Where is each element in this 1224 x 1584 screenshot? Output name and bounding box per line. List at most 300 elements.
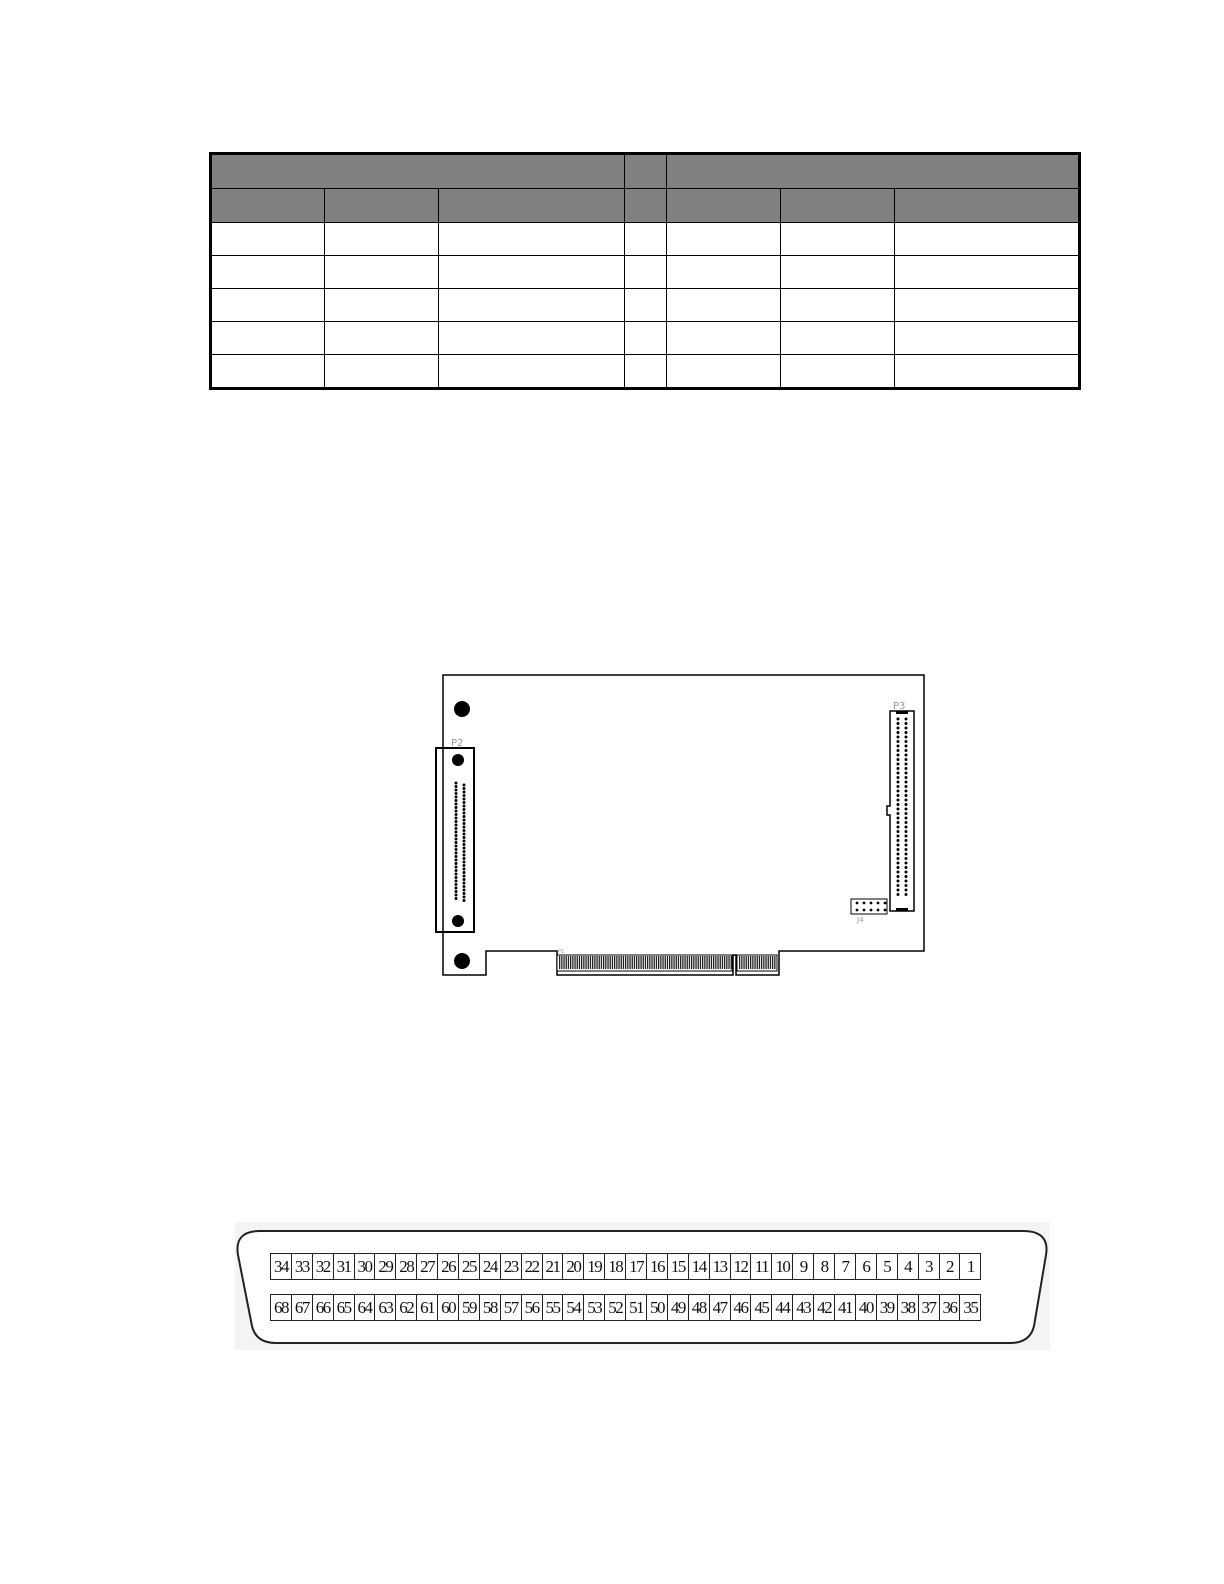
connector-pinout-diagram — [235, 1222, 1050, 1350]
connector-pin-58: 58 — [479, 1294, 501, 1321]
j4-pin — [870, 902, 873, 905]
connector-pin-26: 26 — [437, 1253, 459, 1280]
connector-pin-64: 64 — [354, 1294, 376, 1321]
p3-pin — [905, 731, 908, 734]
column-header — [625, 189, 667, 223]
connector-pin-65: 65 — [333, 1294, 355, 1321]
connector-pin-11: 11 — [750, 1253, 772, 1280]
p2-pin — [463, 815, 466, 818]
table-cell — [439, 289, 625, 322]
pci-finger — [654, 956, 655, 969]
p3-pin — [897, 727, 900, 730]
connector-pin-7: 7 — [834, 1253, 856, 1280]
connector-shell — [237, 1231, 1046, 1343]
connector-pin-22: 22 — [521, 1253, 543, 1280]
connector-pin-19: 19 — [583, 1253, 605, 1280]
p2-pin — [455, 897, 458, 900]
connector-pin-39: 39 — [876, 1294, 898, 1321]
p3-connector — [887, 711, 914, 911]
p3-pin — [905, 727, 908, 730]
pci-finger — [709, 956, 710, 969]
pci-finger — [678, 956, 679, 969]
p3-pin — [897, 722, 900, 725]
table-cell — [781, 355, 895, 389]
p2-pin — [455, 803, 458, 806]
pci-finger — [684, 956, 685, 969]
p3-pin — [905, 839, 908, 842]
pci-finger — [722, 956, 723, 969]
pci-finger — [614, 956, 615, 969]
j4-label: J4 — [857, 916, 864, 924]
table-cell — [625, 223, 667, 256]
table-row — [211, 256, 1080, 289]
connector-pin-66: 66 — [312, 1294, 334, 1321]
j4-pin — [884, 902, 887, 905]
p3-pin — [905, 844, 908, 847]
pci-finger — [590, 956, 591, 969]
p2-pin — [455, 782, 458, 785]
table-cell — [439, 355, 625, 389]
p3-pin — [897, 794, 900, 797]
table-cell — [625, 289, 667, 322]
p3-pin — [897, 754, 900, 757]
connector-pin-54: 54 — [562, 1294, 584, 1321]
pci-finger — [592, 956, 593, 969]
connector-pin-9: 9 — [792, 1253, 814, 1280]
p2-pin — [455, 852, 458, 855]
p2-pin — [455, 785, 458, 788]
connector-pin-8: 8 — [813, 1253, 835, 1280]
connector-pin-20: 20 — [562, 1253, 584, 1280]
table-cell — [439, 256, 625, 289]
p3-pin — [897, 853, 900, 856]
connector-pin-57: 57 — [500, 1294, 522, 1321]
connector-pin-53: 53 — [583, 1294, 605, 1321]
pci-finger — [693, 956, 694, 969]
p2-pin — [455, 824, 458, 827]
p3-pin — [897, 884, 900, 887]
p3-pin — [897, 880, 900, 883]
pci-finger — [726, 956, 727, 969]
p2-pin — [463, 878, 466, 881]
p2-pin — [455, 855, 458, 858]
p2-pin — [463, 836, 466, 839]
p3-pin — [905, 821, 908, 824]
p2-pin — [455, 813, 458, 816]
p2-pin — [463, 798, 466, 801]
p2-pin — [455, 799, 458, 802]
connector-pin-59: 59 — [458, 1294, 480, 1321]
p3-pin — [905, 785, 908, 788]
p3-pin — [905, 799, 908, 802]
p3-pin — [897, 826, 900, 829]
connector-pin-15: 15 — [667, 1253, 689, 1280]
table-cell — [781, 256, 895, 289]
mounting-hole — [454, 953, 470, 969]
pci-finger — [774, 956, 775, 969]
pci-finger — [660, 956, 661, 969]
pci-finger — [572, 956, 573, 969]
pci-finger — [574, 956, 575, 969]
column-header — [325, 189, 439, 223]
p2-pin — [463, 871, 466, 874]
connector-pin-51: 51 — [625, 1294, 647, 1321]
group-header-left — [211, 154, 625, 189]
pci-finger — [772, 956, 773, 969]
p3-pin — [905, 826, 908, 829]
p3-pin — [905, 817, 908, 820]
p3-pin — [905, 853, 908, 856]
pci-finger — [759, 956, 760, 969]
p3-pin — [897, 817, 900, 820]
table-cell — [325, 256, 439, 289]
table-cell — [211, 322, 325, 355]
connector-pin-28: 28 — [395, 1253, 417, 1280]
table-cell — [211, 289, 325, 322]
column-header — [439, 189, 625, 223]
table-cell — [781, 223, 895, 256]
p3-pin — [905, 740, 908, 743]
pci-finger — [623, 956, 624, 969]
connector-pin-12: 12 — [730, 1253, 752, 1280]
table-cell — [625, 355, 667, 389]
pci-finger — [647, 956, 648, 969]
pci-finger — [649, 956, 650, 969]
connector-pin-5: 5 — [876, 1253, 898, 1280]
connector-pin-61: 61 — [416, 1294, 438, 1321]
pci-finger — [579, 956, 580, 969]
p3-pin — [905, 745, 908, 748]
connector-pin-41: 41 — [834, 1294, 856, 1321]
connector-pin-30: 30 — [354, 1253, 376, 1280]
pci-finger — [691, 956, 692, 969]
connector-pin-13: 13 — [709, 1253, 731, 1280]
pci-finger — [612, 956, 613, 969]
table-cell — [325, 322, 439, 355]
p3-pin — [897, 785, 900, 788]
p2-pin — [463, 861, 466, 864]
pci-finger — [717, 956, 718, 969]
pci-finger — [743, 956, 744, 969]
pci-finger — [594, 956, 595, 969]
pci-finger — [629, 956, 630, 969]
pci-finger — [621, 956, 622, 969]
connector-pin-46: 46 — [730, 1294, 752, 1321]
p3-pin — [905, 830, 908, 833]
p2-pin — [455, 873, 458, 876]
p3-pin — [905, 722, 908, 725]
connector-pin-42: 42 — [813, 1294, 835, 1321]
p3-pin — [897, 844, 900, 847]
connector-pin-40: 40 — [855, 1294, 877, 1321]
column-header — [781, 189, 895, 223]
p2-pin — [455, 792, 458, 795]
p2-pin — [455, 894, 458, 897]
p3-pin — [905, 754, 908, 757]
pci-finger — [610, 956, 611, 969]
pci-finger — [658, 956, 659, 969]
pci-finger — [770, 956, 771, 969]
pci-finger — [671, 956, 672, 969]
p3-pin — [905, 866, 908, 869]
pci-finger — [757, 956, 758, 969]
connector-pin-50: 50 — [646, 1294, 668, 1321]
p2-pin — [463, 787, 466, 790]
p2-pin — [455, 820, 458, 823]
p3-pin — [897, 749, 900, 752]
connector-pin-37: 37 — [918, 1294, 940, 1321]
connector-pin-62: 62 — [395, 1294, 417, 1321]
p3-pin — [905, 749, 908, 752]
p2-label: P2 — [451, 738, 464, 749]
connector-pin-45: 45 — [750, 1294, 772, 1321]
p2-pin — [455, 887, 458, 890]
p2-pin — [463, 868, 466, 871]
p3-pin — [897, 812, 900, 815]
p3-pin — [905, 889, 908, 892]
table-cell — [325, 355, 439, 389]
table-cell — [667, 256, 781, 289]
connector-pin-36: 36 — [939, 1294, 961, 1321]
pci-finger — [741, 956, 742, 969]
p3-pin — [905, 808, 908, 811]
pci-finger — [643, 956, 644, 969]
pci-finger — [676, 956, 677, 969]
j4-pin — [863, 909, 866, 912]
connector-pin-55: 55 — [542, 1294, 564, 1321]
table-cell — [895, 322, 1080, 355]
p2-pin — [463, 892, 466, 895]
p2-pin — [463, 826, 466, 829]
pci-finger — [720, 956, 721, 969]
p3-label: P3 — [893, 701, 906, 712]
table-cell — [625, 322, 667, 355]
table-cell — [211, 355, 325, 389]
table-cell — [895, 355, 1080, 389]
p3-pin — [897, 799, 900, 802]
pci-finger — [669, 956, 670, 969]
pci-finger — [698, 956, 699, 969]
p3-pin — [905, 781, 908, 784]
table-group-row — [211, 154, 1080, 189]
pci-finger — [585, 956, 586, 969]
connector-pin-31: 31 — [333, 1253, 355, 1280]
j4-pin — [877, 909, 880, 912]
p3-pin — [897, 763, 900, 766]
connector-pin-63: 63 — [374, 1294, 396, 1321]
pci-finger — [596, 956, 597, 969]
table-cell — [781, 289, 895, 322]
p3-pin — [897, 718, 900, 721]
p2-pin — [463, 840, 466, 843]
connector-bottom-row — [271, 1294, 981, 1321]
pci-finger — [561, 956, 562, 969]
p3-pin — [897, 821, 900, 824]
j4-pin — [870, 909, 873, 912]
connector-pin-6: 6 — [855, 1253, 877, 1280]
p3-pin — [905, 893, 908, 896]
connector-pin-68: 68 — [270, 1294, 292, 1321]
pci-edge-connector — [557, 955, 777, 971]
pci-finger — [731, 956, 732, 969]
p3-pin — [897, 767, 900, 770]
p2-pin — [455, 831, 458, 834]
connector-pin-33: 33 — [291, 1253, 313, 1280]
pci-finger — [761, 956, 762, 969]
p2-pin — [463, 857, 466, 860]
pci-finger — [618, 956, 619, 969]
pci-finger — [706, 956, 707, 969]
table-cell — [439, 223, 625, 256]
p2-pin — [455, 862, 458, 865]
pci-finger — [581, 956, 582, 969]
pci-finger — [638, 956, 639, 969]
pci-finger — [711, 956, 712, 969]
connector-pin-47: 47 — [709, 1294, 731, 1321]
p2-pin — [455, 890, 458, 893]
pci-finger — [682, 956, 683, 969]
connector-pin-49: 49 — [667, 1294, 689, 1321]
connector-pin-17: 17 — [625, 1253, 647, 1280]
board-outline — [443, 675, 924, 975]
connector-pin-52: 52 — [604, 1294, 626, 1321]
p3-pin — [905, 880, 908, 883]
connector-pin-35: 35 — [959, 1294, 981, 1321]
p2-pin — [463, 854, 466, 857]
j4-pin — [877, 902, 880, 905]
table-cell — [667, 355, 781, 389]
p2-pin — [463, 829, 466, 832]
pci-finger — [599, 956, 600, 969]
table-cell — [781, 322, 895, 355]
p3-pin — [897, 740, 900, 743]
p2-pin — [463, 896, 466, 899]
connector-pin-48: 48 — [688, 1294, 710, 1321]
table-row — [211, 322, 1080, 355]
p3-pin — [905, 875, 908, 878]
p2-pin — [455, 869, 458, 872]
p2-pin — [463, 791, 466, 794]
p3-pin — [905, 718, 908, 721]
pci-finger — [632, 956, 633, 969]
p2-pin — [463, 843, 466, 846]
p2-pin — [463, 801, 466, 804]
pcb-board-diagram — [420, 660, 940, 990]
connector-pin-32: 32 — [312, 1253, 334, 1280]
table-cell — [211, 223, 325, 256]
pci-finger — [559, 956, 560, 969]
connector-pin-3: 3 — [918, 1253, 940, 1280]
p3-pin — [905, 776, 908, 779]
group-header-middle — [625, 154, 667, 189]
connector-pin-67: 67 — [291, 1294, 313, 1321]
pci-finger — [601, 956, 602, 969]
pci-finger — [704, 956, 705, 969]
p3-pin — [905, 884, 908, 887]
connector-pin-27: 27 — [416, 1253, 438, 1280]
table-cell — [667, 322, 781, 355]
pci-finger — [689, 956, 690, 969]
p2-pin — [455, 827, 458, 830]
p2-pin — [455, 866, 458, 869]
connector-pin-14: 14 — [688, 1253, 710, 1280]
p3-pin — [897, 731, 900, 734]
table-cell — [325, 289, 439, 322]
p3-pin — [905, 758, 908, 761]
p3-pin — [905, 857, 908, 860]
pci-finger — [570, 956, 571, 969]
group-header-right — [667, 154, 1080, 189]
p2-pin — [455, 834, 458, 837]
table-cell — [895, 289, 1080, 322]
p3-pin — [897, 781, 900, 784]
pci-finger — [667, 956, 668, 969]
table-row — [211, 355, 1080, 389]
p2-pin — [463, 794, 466, 797]
p3-pin — [905, 862, 908, 865]
pci-finger — [739, 956, 740, 969]
pci-finger — [636, 956, 637, 969]
pci-finger — [748, 956, 749, 969]
connector-pin-34: 34 — [270, 1253, 292, 1280]
pci-finger — [588, 956, 589, 969]
pci-finger — [640, 956, 641, 969]
table-cell — [895, 223, 1080, 256]
p3-pin — [897, 803, 900, 806]
p3-pin — [905, 772, 908, 775]
p3-pin — [897, 776, 900, 779]
p3-pin — [905, 848, 908, 851]
pci-finger — [700, 956, 701, 969]
p3-pin — [897, 808, 900, 811]
p2-pin — [463, 875, 466, 878]
p3-pin — [905, 803, 908, 806]
connector-pin-16: 16 — [646, 1253, 668, 1280]
pci-finger — [616, 956, 617, 969]
p2-pin — [455, 810, 458, 813]
pci-finger — [746, 956, 747, 969]
connector-pin-25: 25 — [458, 1253, 480, 1280]
p3-pin — [897, 857, 900, 860]
pci-finger — [563, 956, 564, 969]
table-cell — [895, 256, 1080, 289]
p3-pin — [897, 893, 900, 896]
pci-finger — [752, 956, 753, 969]
p3-pin — [905, 790, 908, 793]
pci-finger — [763, 956, 764, 969]
p2-pin — [455, 876, 458, 879]
connector-pin-21: 21 — [542, 1253, 564, 1280]
p2-pin — [463, 833, 466, 836]
p2-pin — [463, 889, 466, 892]
pci-finger — [634, 956, 635, 969]
p2-pin — [463, 864, 466, 867]
pci-finger — [656, 956, 657, 969]
pci-finger — [754, 956, 755, 969]
p2-pin — [463, 885, 466, 888]
table-cell — [211, 256, 325, 289]
mounting-hole — [454, 701, 470, 717]
p3-pin — [905, 812, 908, 815]
pci-finger — [645, 956, 646, 969]
j4-jumper — [851, 899, 887, 914]
p2-pin — [455, 806, 458, 809]
pci-finger — [607, 956, 608, 969]
pci-finger — [750, 956, 751, 969]
p3-pin — [897, 772, 900, 775]
p2-pin — [455, 796, 458, 799]
p2-pin — [455, 838, 458, 841]
